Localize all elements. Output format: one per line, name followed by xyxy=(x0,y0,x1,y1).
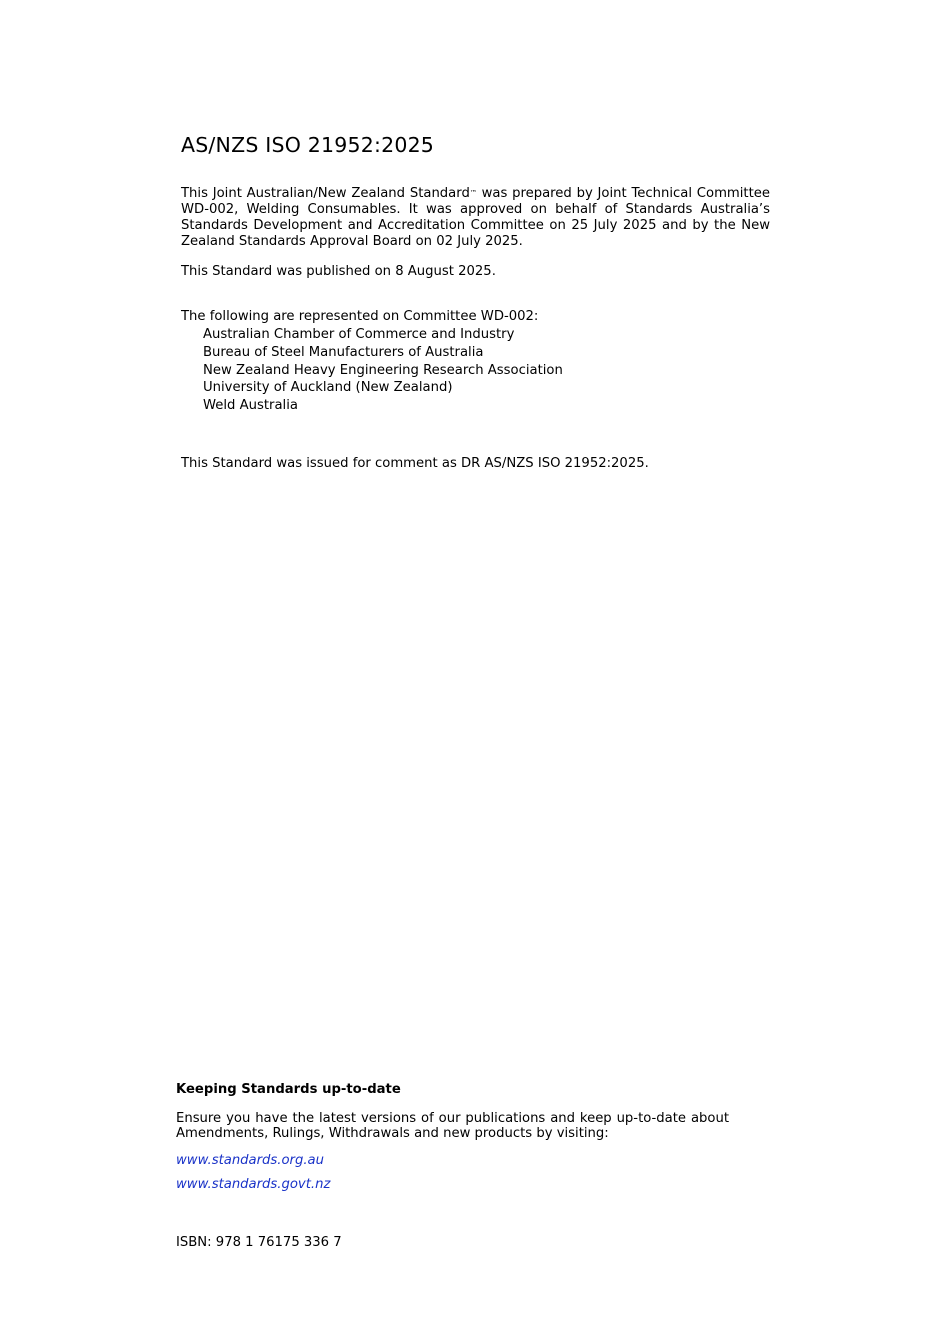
committee-intro: The following are represented on Committee WD-002: xyxy=(181,309,539,324)
comment-draft-note: This Standard was issued for comment as DR AS/NZS ISO 21952:2025. xyxy=(181,456,649,471)
committee-member: Bureau of Steel Manufacturers of Australia xyxy=(203,344,484,360)
trademark-mark: ™ xyxy=(469,189,477,197)
preparation-paragraph xyxy=(181,186,770,250)
committee-member: Australian Chamber of Commerce and Industry xyxy=(203,327,515,342)
standards-new-zealand-link[interactable]: www.standards.govt.nz xyxy=(176,1177,331,1192)
publication-date-line: This Standard was published on 8 August 2025. xyxy=(181,264,496,279)
isbn-line: ISBN: 978 1 76175 336 7 xyxy=(176,1235,342,1250)
document-title: AS/NZS ISO 21952:2025 xyxy=(181,133,435,157)
standards-australia-link[interactable]: www.standards.org.au xyxy=(176,1153,324,1168)
committee-member: University of Auckland (New Zealand) xyxy=(203,380,453,396)
keeping-up-to-date-heading: Keeping Standards up-to-date xyxy=(176,1082,401,1097)
committee-member-list xyxy=(203,326,563,415)
committee-member: Weld Australia xyxy=(203,398,298,414)
preparation-text-end: was prepared by Joint Technical Committee WD-002, Welding Consumables. It was approved on behalf of Standards Australia’s Standards Development and Accreditation Committee on 25 July 2025 and by the New Zealand Standards Approval Board on 02 July 2025. xyxy=(181,186,770,249)
committee-member: New Zealand Heavy Engineering Research Association xyxy=(203,362,563,378)
keeping-up-to-date-text: Ensure you have the latest versions of our publications and keep up-to-date about Amendments, Rulings, Withdrawals and new products by visiting: xyxy=(176,1111,729,1141)
preparation-text-start: This Joint Australian/New Zealand Standard xyxy=(181,186,470,201)
